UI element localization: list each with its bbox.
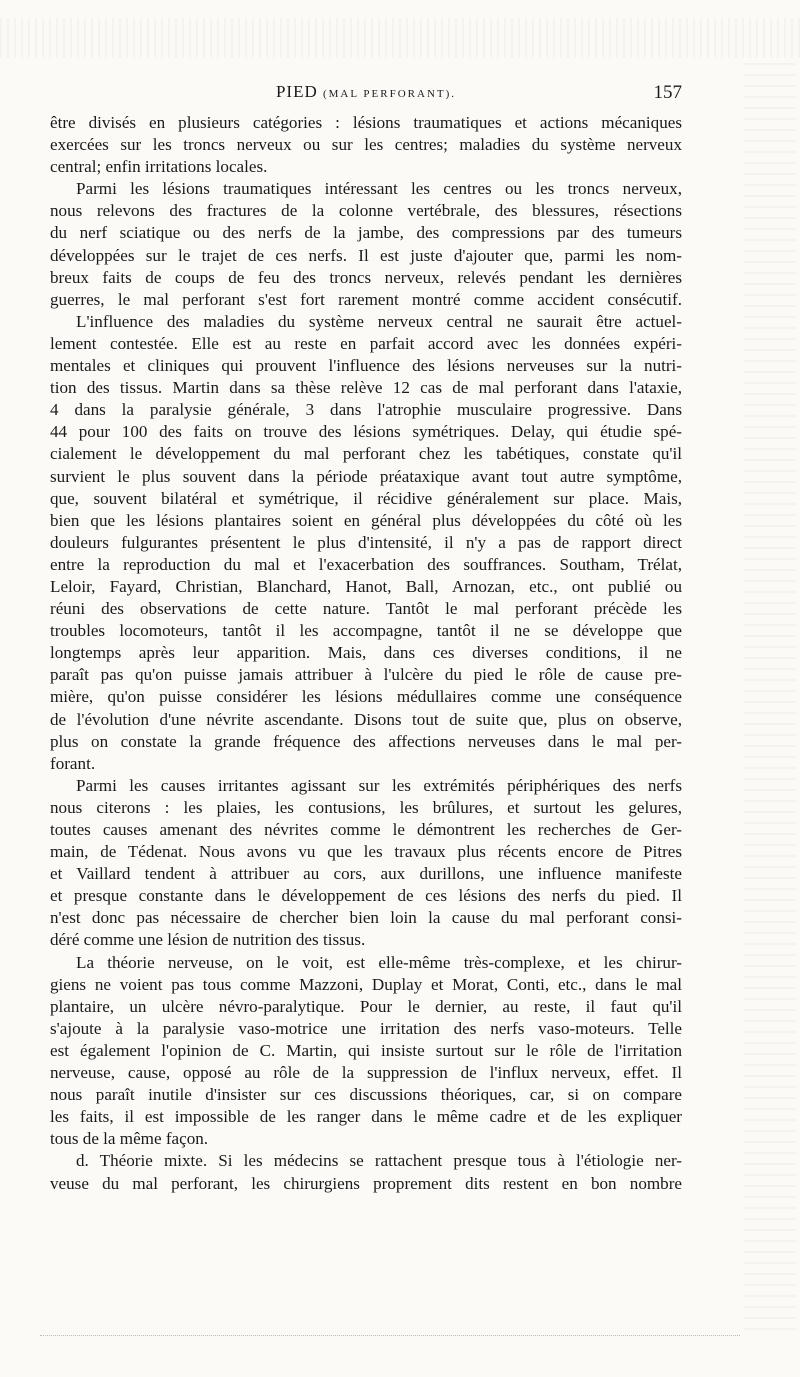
scan-edge-noise-top [0, 18, 800, 58]
scan-edge-noise-right [744, 60, 796, 1330]
text-line: nous paraît inutile d'insister sur ces discussions théoriques, car, si on compare [50, 1085, 682, 1105]
text-line: mière, qu'on puisse considérer les lésions médullaires comme une conséquence [50, 687, 682, 707]
text-line: giens ne voient pas tous comme Mazzoni, Duplay et Morat, Conti, etc., dans le mal [50, 974, 682, 994]
text-line: être divisés en plusieurs catégories : lésions traumatiques et actions mécaniques [50, 113, 682, 132]
text-line: 44 pour 100 des faits on trouve des lésions symétriques. Delay, qui étudie spé- [50, 422, 682, 442]
text-line: est également l'opinion de C. Martin, qui insiste surtout sur le rôle de l'irritation [50, 1040, 682, 1060]
text-line: réuni des observations de cette nature. Tantôt le mal perforant précède les [50, 599, 682, 619]
text-line: s'ajoute à la paralysie vaso-motrice une irritation des nerfs vaso-moteurs. Telle [50, 1018, 682, 1038]
scan-edge-noise-bottom [40, 1335, 740, 1342]
page-number: 157 [653, 82, 682, 103]
text-line: 4 dans la paralysie générale, 3 dans l'atrophie musculaire progressive. Dans [50, 400, 682, 420]
text-line: déré comme une lésion de nutrition des tissus. [50, 930, 366, 950]
text-line: tion des tissus. Martin dans sa thèse relève 12 cas de mal perforant dans l'ataxie, [50, 378, 682, 398]
text-line: cialement le développement du mal perforant chez les tabétiques, constate qu'il [50, 444, 682, 464]
text-line: mentales et cliniques qui prouvent l'influence des lésions nerveuses sur la nutri- [50, 356, 682, 376]
text-line: L'influence des maladies du système nerveux central ne saurait être actuel- [76, 311, 682, 331]
text-line: douleurs fulgurantes présentent le plus d'intensité, il n'y a pas de rapport direct [50, 532, 682, 552]
running-title [50, 82, 682, 102]
text-line: troubles locomoteurs, tantôt il les accompagne, tantôt il ne se développe que [50, 621, 682, 641]
text-line: toutes causes amenant des névrites comme le démontrent les recherches de Ger- [50, 820, 682, 839]
text-line: exercées sur les troncs nerveux ou sur les centres; maladies du système nerveux [50, 135, 682, 155]
text-line: lement contestée. Elle est au reste en parfait accord avec les données expéri- [50, 333, 682, 353]
text-line: guerres, le mal perforant s'est fort rarement montré comme accident consécutif. [50, 289, 682, 309]
text-line: que, souvent bilatéral et symétrique, il récidive généralement sur place. Mais, [50, 488, 682, 508]
text-line: survient le plus souvent dans la période préataxique avant tout autre symptôme, [50, 466, 682, 486]
page-header [50, 82, 682, 110]
text-line: plus on constate la grande fréquence des affections nerveuses dans le mal per- [50, 731, 682, 751]
text-line: et presque constante dans le développement de ces lésions des nerfs du pied. Il [50, 886, 682, 906]
text-line: de l'évolution d'une névrite ascendante. Disons tout de suite que, plus on observe, [50, 709, 682, 729]
text-line: les faits, il est impossible de les ranger dans le même cadre et de les expliquer [50, 1107, 682, 1127]
text-line: n'est donc pas nécessaire de chercher bien loin la cause du mal perforant consi- [50, 908, 682, 928]
text-line: nous relevons des fractures de la colonne vertébrale, des blessures, résections [50, 201, 682, 221]
text-line: développées sur le trajet de ces nerfs. Il est juste d'ajouter que, parmi les nom- [50, 245, 682, 265]
text-line: breux faits de coups de feu des troncs nerveux, relevés pendant les dernières [50, 267, 682, 287]
running-title-subtitle: (MAL PERFORANT). [322, 88, 457, 100]
text-line: Parmi les causes irritantes agissant sur les extrémités périphériques des nerfs [76, 775, 682, 795]
text-line: plantaire, un ulcère névro-paralytique. Pour le dernier, au reste, il faut qu'il [50, 996, 682, 1016]
running-title-main: PIED [275, 82, 318, 101]
text-line: La théorie nerveuse, on le voit, est elle-même très-complexe, et les chirur- [76, 952, 682, 972]
text-line: bien que les lésions plantaires soient en général plus développées du côté où les [50, 510, 682, 530]
text-line: nous citerons : les plaies, les contusions, les brûlures, et surtout les gelures, [50, 797, 682, 817]
text-line: longtemps après leur apparition. Mais, dans ces diverses conditions, il ne [50, 643, 682, 663]
text-line: d. Théorie mixte. Si les médecins se rattachent presque tous à l'étiologie ner- [76, 1151, 682, 1171]
text-line: et Vaillard tendent à attribuer au cors, aux durillons, une influence manifeste [50, 864, 682, 884]
text-line: Parmi les lésions traumatiques intéressant les centres ou les troncs nerveux, [76, 179, 682, 199]
text-line: nerveuse, cause, opposé au rôle de la suppression de l'influx nerveux, effet. Il [50, 1063, 682, 1083]
text-line: main, de Tédenat. Nous avons vu que les travaux plus récents encore de Pitres [50, 842, 682, 862]
text-line: forant. [50, 753, 96, 773]
body-text [50, 112, 682, 1195]
text-line: Leloir, Fayard, Christian, Blanchard, Hanot, Ball, Arnozan, etc., ont publié ou [50, 576, 682, 596]
text-line: paraît pas qu'on puisse jamais attribuer à l'ulcère du pied le rôle de cause pre- [50, 665, 682, 685]
text-line: veuse du mal perforant, les chirurgiens proprement dits restent en bon nombre [50, 1173, 682, 1193]
text-line: entre la reproduction du mal et l'exacerbation des souffrances. Southam, Trélat, [50, 554, 682, 574]
text-line: du nerf sciatique ou des nerfs de la jambe, des compressions par des tumeurs [50, 223, 682, 243]
text-line: tous de la même façon. [50, 1129, 209, 1149]
text-line: central; enfin irritations locales. [50, 157, 268, 177]
